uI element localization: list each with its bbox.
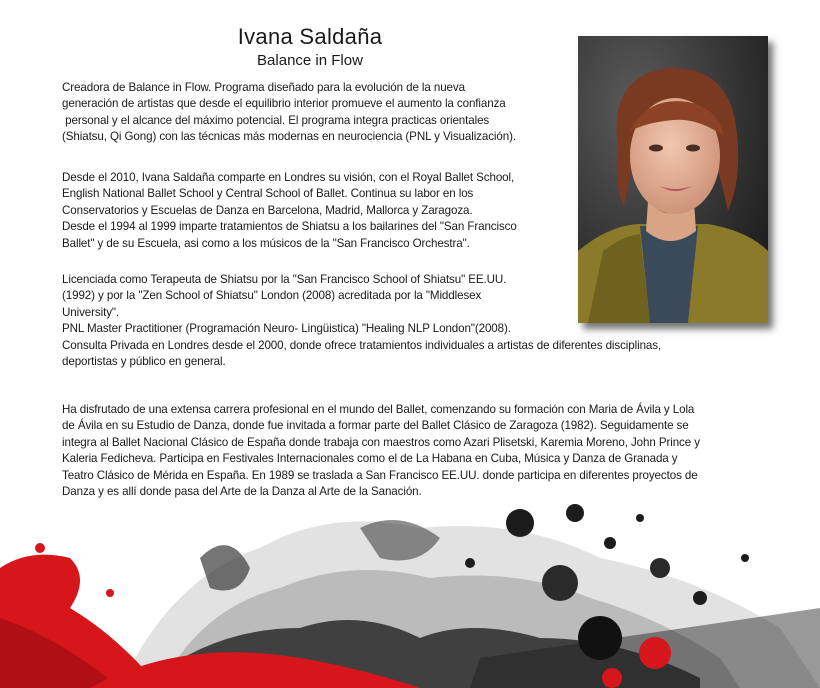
bio-line: Conservatorios y Escuelas de Danza en Barcelona, Madrid, Mallorca y Zaragoza.: [62, 203, 473, 217]
bio-line: generación de artistas que desde el equilibrio interior promueve el aumento la confianza: [62, 97, 506, 111]
bio-paragraph-4: [62, 402, 774, 500]
bio-paragraph-2: [62, 170, 582, 252]
portrait-photo: [578, 36, 768, 323]
bio-line: de Ávila en su Estudio de Danza, donde fue invitada a formar parte del Ballet Clásico de Zaragoza (1982). Seguidamente se: [62, 419, 689, 433]
bio-line: Desde el 2010, Ivana Saldaña comparte en Londres su visión, con el Royal Ballet School,: [62, 171, 515, 184]
bio-line: University".: [62, 305, 120, 319]
bio-line: Teatro Clásico de Mérida en España. En 1989 se traslada a San Francisco EE.UU. donde participa en diferentes proyectos de: [62, 468, 698, 482]
bio-line: deportistas y público en general.: [62, 355, 226, 369]
bio-line: Creadora de Balance in Flow. Programa diseñado para la evolución de la nueva: [62, 81, 465, 94]
bio-line: (1992) y por la "Zen School of Shiatsu" London (2008) acreditada por la "Middlesex: [62, 289, 482, 303]
portrait-illustration: [578, 36, 768, 323]
bio-line: Desde el 1994 al 1999 imparte tratamientos de Shiatsu a los bailarines del "San Francisco: [62, 220, 517, 234]
bio-line: integra al Ballet Nacional Clásico de España donde trabaja con maestros como Azari Plisetski, Karemia Moreno, John Prince y: [62, 435, 700, 449]
bio-line: (Shiatsu, Qi Gong) con las técnicas más modernas en neurociencia (PNL y Visualización).: [62, 130, 516, 144]
bio-line: Licenciada como Terapeuta de Shiatsu por la "San Francisco School of Shiatsu" EE.UU.: [62, 273, 507, 286]
bio-line: Consulta Privada en Londres desde el 2000, donde ofrece tratamientos individuales a artistas de diferentes disciplinas,: [62, 338, 662, 352]
bio-line: Ballet" y de su Escuela, asi como a los músicos de la "San Francisco Orchestra".: [62, 236, 470, 250]
bio-line: Danza y es allí donde pasa del Arte de la Danza al Arte de la Sanación.: [62, 485, 422, 499]
bio-line: personal y el alcance del máximo potencial. El programa integra practicas orientales: [62, 113, 490, 127]
bio-line: English National Ballet School y Central School of Ballet. Continua su labor en los: [62, 187, 474, 201]
bio-paragraph-3: [62, 272, 662, 370]
bio-line: PNL Master Practitioner (Programación Neuro- Lingüistica) "Healing NLP London"(2008).: [62, 322, 511, 336]
person-name: Ivana Saldaña: [237, 24, 383, 49]
bio-line: Kaleria Fedicheva. Participa en Festivales Internacionales como el de La Habana en Cuba, Música y Danza de Granada y: [62, 452, 678, 466]
bio-line: Ha disfrutado de una extensa carrera profesional en el mundo del Ballet, comenzando su formación con Maria de Ávila y Lola: [62, 403, 695, 416]
header: [180, 24, 440, 69]
bio-paragraph-1: [62, 80, 582, 146]
program-subtitle: Balance in Flow: [257, 52, 363, 69]
ink-splash-decoration: [0, 488, 820, 688]
